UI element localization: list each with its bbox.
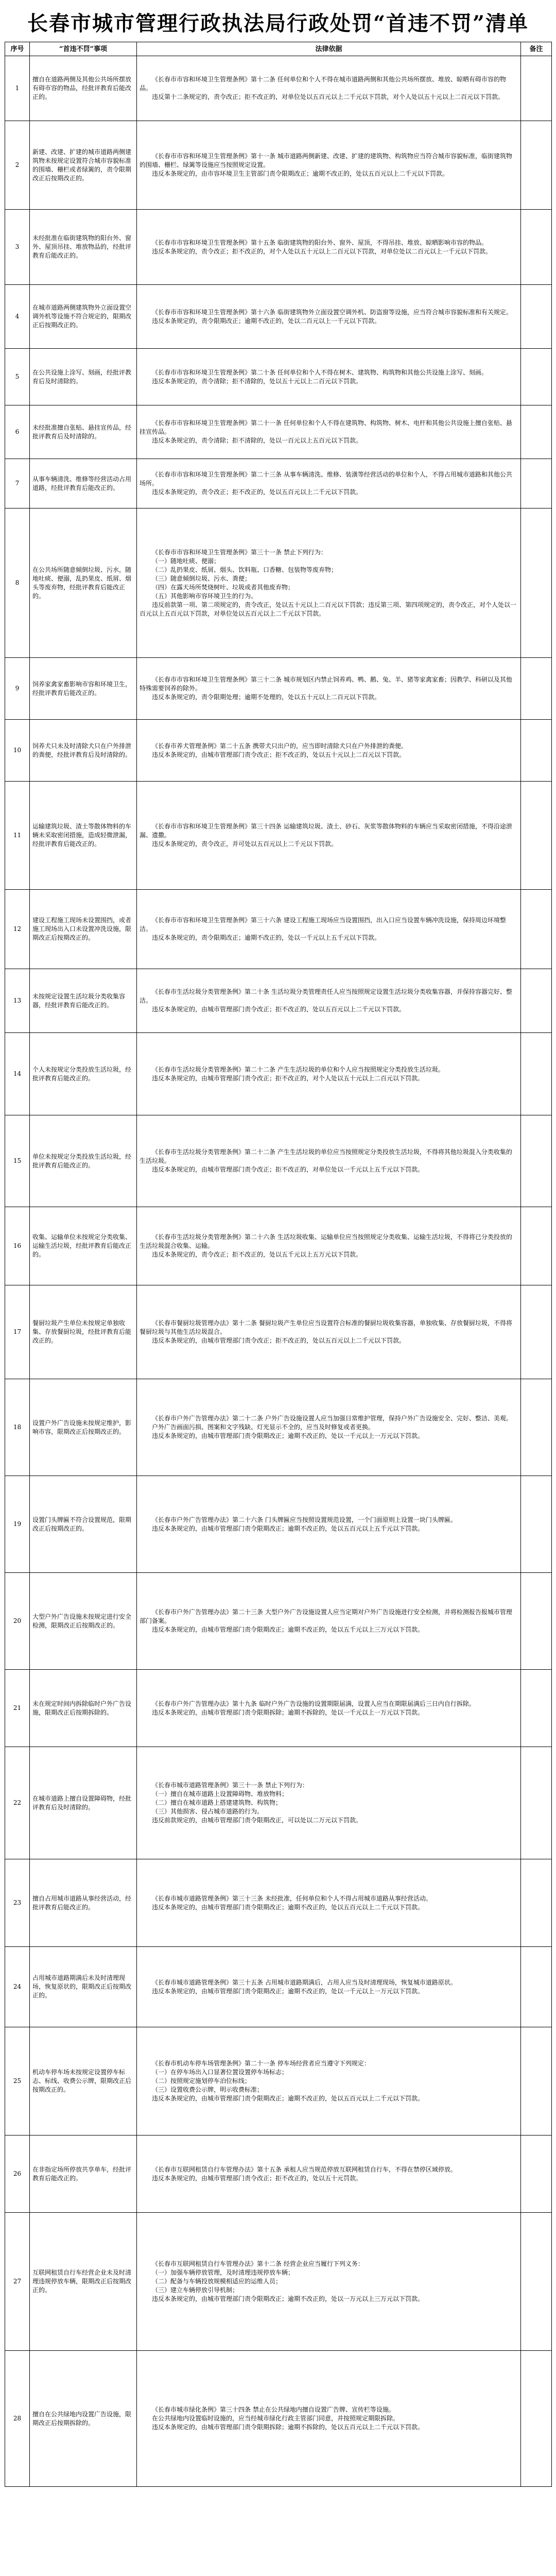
legal-basis-paragraph: 违反第十二条规定的，责令改正；拒不改正的，对单位处以五百元以上二千元以下罚款，对个人处以五十元以上二百元以下罚款。 <box>152 93 505 100</box>
legal-basis-paragraph: 《长春市市容和环境卫生管理条例》第十五条 临街建筑物的阳台外、窗外、屋顶，不得吊挂、堆放、晾晒影响市容的物品。 <box>152 239 488 246</box>
legal-basis-paragraph: 违反本条规定的，责令改正，并可处以五百元以上二千元以下罚款。 <box>152 840 338 848</box>
legal-basis-paragraph: 违反本条规定的，由城市管理部门责令限期改正；逾期不改正的，处以五百元以上二千元以下罚款。 <box>152 1903 424 1911</box>
legal-basis-paragraph: （一）加强车辆停放管理，及时清理违规停放车辆； <box>152 2269 294 2276</box>
legal-basis <box>137 2213 521 2351</box>
legal-basis-paragraph: （三）设置收费公示牌，明示收费标准； <box>152 2086 264 2093</box>
legal-basis <box>137 285 521 349</box>
legal-basis-paragraph: （二）乱扔果皮、纸屑、烟头、饮料瓶、口香糖、包装物等废弃物； <box>152 566 338 573</box>
violation-item: 收集、运输单位未按规定分类收集、运输生活垃圾，经批评教育后能改正的。 <box>30 1207 137 1285</box>
table-row <box>5 890 552 969</box>
legal-basis-paragraph: （一）擅自在城市道路上设置障碍物、堆放物料； <box>152 1790 288 1798</box>
table-row <box>5 1747 552 1859</box>
legal-basis-paragraph: （二）按照规定施划停车泊位标线； <box>152 2077 251 2084</box>
row-number: 5 <box>5 349 30 405</box>
note-cell <box>521 2351 552 2487</box>
header-no: 序号 <box>5 42 30 56</box>
legal-basis <box>137 509 521 658</box>
legal-basis-paragraph: 违反本条规定的，责令清除；拒不清除的，处以五十元以上二百元以下罚款。 <box>152 377 362 385</box>
violation-item: 新建、改建、扩建的城市道路两侧建筑物未按规定设置符合城市容貌标准的围墙、栅栏或者绿篱的，责令限期改正后按期改正的。 <box>30 121 137 210</box>
legal-basis-paragraph: 违反本条规定的，由城市管理部门责令改正；拒不改正的，对单位处以一千元以上五千元以下罚款。 <box>152 1166 424 1173</box>
row-number: 14 <box>5 1033 30 1115</box>
legal-basis-paragraph: 《长春市城市道路管理条例》第三十一条 禁止下列行为： <box>152 1782 308 1789</box>
legal-basis <box>137 1285 521 1379</box>
legal-basis-paragraph: 违反本条规定的，由市容环境卫生主管部门责令限期改正；逾期不改正的，处以五百元以上二千元以下罚款。 <box>152 170 449 177</box>
legal-basis-paragraph: （三）随意倾倒垃圾、污水、粪便； <box>152 574 251 582</box>
table-row <box>5 2136 552 2213</box>
legal-basis-paragraph: 违反本条规定的，责令改正；拒不改正的，处以五千元以上五万元以下罚款。 <box>152 1251 362 1258</box>
table-row <box>5 1207 552 1285</box>
legal-basis <box>137 459 521 509</box>
violation-item: 擅自在道路两侧及其他公共场所摆放有碍市容的物品，经批评教育后能改正的。 <box>30 56 137 121</box>
legal-basis-paragraph: 《长春市市容和环境卫生管理条例》第十六条 临街建筑物外立面设置空调外机、防盗窗等设施，应当符合城市容貌标准和有关规定。 <box>152 308 512 316</box>
legal-basis-paragraph: 《长春市市容和环境卫生管理条例》第三十四条 运输建筑垃圾、渣土、砂石、灰浆等散体物料的车辆应当采取密闭措施，不得沿途泄漏、遗撒。 <box>140 823 512 839</box>
legal-basis-paragraph: 违反本条规定的，由城市管理部门责令改正；拒不改正的，处以五十元罚款。 <box>152 2174 362 2182</box>
page-title: 长春市城市管理行政执法局行政处罚“首违不罚”清单 <box>27 11 529 36</box>
legal-basis <box>137 969 521 1033</box>
legal-basis <box>137 1379 521 1476</box>
violation-item: 个人未按规定分类投放生活垃圾，经批评教育后能改正的。 <box>30 1033 137 1115</box>
row-number: 4 <box>5 285 30 349</box>
row-number: 11 <box>5 782 30 890</box>
note-cell <box>521 2027 552 2136</box>
legal-basis-paragraph: （三）建立车辆停放引导机制； <box>152 2286 239 2294</box>
row-number: 22 <box>5 1747 30 1859</box>
legal-basis-paragraph: 《长春市互联网租赁自行车管理办法》第十二条 经营企业应当履行下列义务： <box>152 2260 364 2267</box>
violation-item: 机动车停车场未按规定设置停车标志、标线、收费公示牌，限期改正后按期改正的。 <box>30 2027 137 2136</box>
legal-basis <box>137 121 521 210</box>
legal-basis <box>137 56 521 121</box>
row-number: 1 <box>5 56 30 121</box>
note-cell <box>521 1947 552 2027</box>
violation-item: 餐厨垃圾产生单位未按规定单独收集、存放餐厨垃圾，经批评教育后能改正的。 <box>30 1285 137 1379</box>
violation-item: 在非指定场所停放共享单车，经批评教育后能改正的。 <box>30 2136 137 2213</box>
row-number: 18 <box>5 1379 30 1476</box>
legal-basis <box>137 1033 521 1115</box>
legal-basis-paragraph: 《长春市养犬管理条例》第二十五条 携带犬只出户的，应当即时清除犬只在户外排泄的粪便。 <box>152 742 407 750</box>
legal-basis-paragraph: 户外广告画面污损、图案和文字残缺、灯光显示不全的，应当及时修复或者更换。 <box>152 1423 375 1431</box>
violation-item: 设置门头牌匾不符合设置规范，限期改正后按期改正的。 <box>30 1476 137 1573</box>
note-cell <box>521 1379 552 1476</box>
legal-basis-paragraph: 违反本条规定的，责令改正；拒不改正的，对个人处以五十元以上二百元以下罚款，对单位处以二百元以上一千元以下罚款。 <box>152 247 492 255</box>
legal-basis-paragraph: （二）配备与车辆投放规模相适应的运维人员； <box>152 2278 282 2285</box>
legal-basis-paragraph: 违反本条规定的，责令限期改正；逾期不改正的，处以一千元以上五千元以下罚款。 <box>152 934 381 941</box>
table-row <box>5 2351 552 2487</box>
table-row <box>5 2027 552 2136</box>
table-body <box>5 56 552 2487</box>
legal-basis-paragraph: 《长春市市容和环境卫生管理条例》第三十一条 禁止下列行为： <box>152 548 327 556</box>
table-row <box>5 121 552 210</box>
row-number: 10 <box>5 720 30 782</box>
legal-basis <box>137 405 521 459</box>
legal-basis-paragraph: 违反本条规定的，由城市管理部门责令限期改正；逾期不改正的，处以一千元以上一万元以下罚款。 <box>152 1987 424 1995</box>
legal-basis-paragraph: 违反本条规定的，由城市管理部门责令限期改正；逾期不改正的，处以一千元以上一万元以下罚款。 <box>152 1432 424 1439</box>
note-cell <box>521 969 552 1033</box>
row-number: 26 <box>5 2136 30 2213</box>
violation-item: 未按规定设置生活垃圾分类收集容器，经批评教育后能改正的。 <box>30 969 137 1033</box>
note-cell <box>521 349 552 405</box>
table-row <box>5 969 552 1033</box>
legal-basis <box>137 1207 521 1285</box>
legal-basis-paragraph: 《长春市户外广告管理办法》第十九条 临时户外广告设施的设置期限届满，设置人应当在期限届满后三日内自行拆除。 <box>152 1700 475 1707</box>
violation-item: 未经批准在临街建筑物的阳台外、窗外、屋顶吊挂、堆放物品的，经批评教育后能改正的。 <box>30 210 137 285</box>
table-row <box>5 1033 552 1115</box>
legal-basis-paragraph: （一）随地吐痰、便溺； <box>152 557 220 565</box>
note-cell <box>521 658 552 720</box>
note-cell <box>521 459 552 509</box>
violation-item: 运输建筑垃圾、渣土等散体物料的车辆未采取密闭措施，造成轻微泄漏，经批评教育后能改正的。 <box>30 782 137 890</box>
note-cell <box>521 1859 552 1947</box>
legal-basis <box>137 720 521 782</box>
legal-basis-paragraph: 《长春市生活垃圾分类管理条例》第二十二条 产生生活垃圾的单位应当按照规定分类投放生活垃圾，不得将其他垃圾混入分类收集的生活垃圾。 <box>140 1148 512 1164</box>
violation-item: 饲养犬只未及时清除犬只在户外排泄的粪便，经批评教育后及时清除的。 <box>30 720 137 782</box>
legal-basis <box>137 210 521 285</box>
row-number: 2 <box>5 121 30 210</box>
legal-basis <box>137 2027 521 2136</box>
legal-basis-paragraph: 违反本条规定的，由城市管理部门责令限期拆除；逾期不拆除的，处以五百元以上二千元以下罚款。 <box>152 2424 424 2431</box>
table-row <box>5 1285 552 1379</box>
violation-item: 饲养家禽家畜影响市容和环境卫生，经批评教育后能改正的。 <box>30 658 137 720</box>
table-row <box>5 1670 552 1747</box>
row-number: 13 <box>5 969 30 1033</box>
row-number: 17 <box>5 1285 30 1379</box>
note-cell <box>521 210 552 285</box>
table-row <box>5 658 552 720</box>
note-cell <box>521 1747 552 1859</box>
table-row <box>5 1115 552 1207</box>
table-row <box>5 1947 552 2027</box>
row-number: 27 <box>5 2213 30 2351</box>
legal-basis-paragraph: 《长春市市容和环境卫生管理条例》第二十条 任何单位和个人不得在树木、建筑物、构筑物和其他公共设施上涂写、刻画。 <box>152 368 488 376</box>
violation-item: 单位未按规定分类投放生活垃圾，经批评教育后能改正的。 <box>30 1115 137 1207</box>
note-cell <box>521 1115 552 1207</box>
legal-basis <box>137 1476 521 1573</box>
legal-basis-paragraph: 违反本条规定的，责令改正；拒不改正的，处以五百元以上二千元以下罚款。 <box>152 488 362 496</box>
note-cell <box>521 1670 552 1747</box>
row-number: 3 <box>5 210 30 285</box>
violation-item: 从事车辆清洗、维修等经营活动占用道路，经批评教育后能改正的。 <box>30 459 137 509</box>
violation-item: 未在规定时间内拆除临时户外广告设施，限期改正后按期拆除的。 <box>30 1670 137 1747</box>
note-cell <box>521 2136 552 2213</box>
legal-basis-paragraph: 《长春市市容和环境卫生管理条例》第二十三条 从事车辆清洗、维修、装潢等经营活动的单位和个人，不得占用城市道路和其他公共场所。 <box>140 471 512 487</box>
header-basis: 法律依据 <box>137 42 521 56</box>
table-row <box>5 459 552 509</box>
row-number: 19 <box>5 1476 30 1573</box>
legal-basis <box>137 1670 521 1747</box>
legal-basis <box>137 1947 521 2027</box>
table-row <box>5 1379 552 1476</box>
legal-basis-paragraph: 《长春市户外广告管理办法》第二十二条 户外广告设施设置人应当加强日常维护管理，保持户外广告设施安全、完好、整洁、美观。 <box>152 1415 512 1422</box>
violation-item: 在公共设施上涂写、刻画，经批评教育后及时清除的。 <box>30 349 137 405</box>
row-number: 8 <box>5 509 30 658</box>
note-cell <box>521 890 552 969</box>
legal-basis-paragraph: 违反本条规定的，由城市管理部门责令限期改正；逾期不改正的，处以五百元以上二千元以下罚款。 <box>152 2095 424 2102</box>
legal-basis-paragraph: （二）擅自在城市道路上搭建建筑物、构筑物； <box>152 1799 282 1806</box>
legal-basis-paragraph: 《长春市市容和环境卫生管理条例》第三十二条 城市规划区内禁止饲养鸡、鸭、鹅、兔、羊、猪等家禽家畜；因教学、科研以及其他特殊需要饲养的除外。 <box>140 676 512 692</box>
violation-item: 建设工程施工现场未设置围挡，或者施工现场出入口未设置冲洗设施，限期改正后按期改正的。 <box>30 890 137 969</box>
legal-basis-paragraph: 违反本条规定的，由城市管理部门责令限期拆除；逾期不拆除的，处以一千元以上一万元以下罚款。 <box>152 1708 424 1716</box>
legal-basis-paragraph: 《长春市城市绿化条例》第三十四条 禁止在公共绿地内擅自设置广告牌、宣传栏等设施。 <box>152 2406 395 2413</box>
note-cell <box>521 782 552 890</box>
legal-basis-paragraph: （四）在露天场所焚烧树叶、垃圾或者其他废弃物； <box>152 583 294 591</box>
note-cell <box>521 1033 552 1115</box>
violation-item: 未经批准擅自张贴、悬挂宣传品，经批评教育后及时清除的。 <box>30 405 137 459</box>
legal-basis <box>137 1115 521 1207</box>
legal-basis <box>137 1573 521 1670</box>
legal-basis-paragraph: 《长春市生活垃圾分类管理条例》第二十条 生活垃圾分类管理责任人应当按照规定设置生活垃圾分类收集容器，并保持容器完好、整洁。 <box>140 988 512 1004</box>
document-page <box>5 0 551 2487</box>
legal-basis <box>137 658 521 720</box>
legal-basis-paragraph: 《长春市户外广告管理办法》第二十三条 大型户外广告设施设置人应当定期对户外广告设施进行安全检测，并将检测报告报城市管理部门备案。 <box>140 1608 512 1624</box>
table-row <box>5 509 552 658</box>
note-cell <box>521 1476 552 1573</box>
legal-basis-paragraph: 违反本条规定的，责令清除；拒不清除的，处以一百元以上五百元以下罚款。 <box>152 437 362 444</box>
legal-basis-paragraph: 《长春市城市道路管理条例》第三十五条 占用城市道路期满后，占用人应当及时清理现场，恢复城市道路原状。 <box>152 1978 457 1986</box>
note-cell <box>521 1207 552 1285</box>
legal-basis-paragraph: 《长春市生活垃圾分类管理条例》第二十六条 生活垃圾收集、运输单位应当按照规定分类收集、运输生活垃圾，不得将已分类投放的生活垃圾混合收集、运输。 <box>140 1233 512 1249</box>
legal-basis-paragraph: 违反本条规定的，由城市管理部门责令改正；拒不改正的，处以五十元以上二百元以下罚款。 <box>152 751 406 758</box>
note-cell <box>521 2213 552 2351</box>
table-row <box>5 1476 552 1573</box>
table-row <box>5 1573 552 1670</box>
penalty-list-table <box>5 42 552 2487</box>
table-row <box>5 2213 552 2351</box>
legal-basis-paragraph: 在公共绿地内设置临时设施的，应当经城市绿化行政主管部门同意，并按照规定期限拆除。 <box>152 2415 399 2422</box>
legal-basis-paragraph: 《长春市市容和环境卫生管理条例》第二十一条 任何单位和个人不得在建筑物、构筑物、树木、电杆和其他公共设施上擅自张贴、悬挂宣传品。 <box>140 419 512 435</box>
legal-basis-paragraph: 《长春市市容和环境卫生管理条例》第三十六条 建设工程施工现场应当设置围挡，出入口应当设置车辆冲洗设施，保持周边环境整洁。 <box>140 917 506 933</box>
table-row <box>5 210 552 285</box>
violation-item: 擅自占用城市道路从事经营活动，经批评教育后能改正的。 <box>30 1859 137 1947</box>
legal-basis <box>137 1747 521 1859</box>
row-number: 9 <box>5 658 30 720</box>
note-cell <box>521 1573 552 1670</box>
row-number: 24 <box>5 1947 30 2027</box>
table-row <box>5 782 552 890</box>
note-cell <box>521 720 552 782</box>
note-cell <box>521 285 552 349</box>
row-number: 12 <box>5 890 30 969</box>
row-number: 7 <box>5 459 30 509</box>
note-cell <box>521 1285 552 1379</box>
legal-basis-paragraph: 《长春市生活垃圾分类管理条例》第二十二条 产生生活垃圾的单位和个人应当按照规定分类投放生活垃圾。 <box>152 1065 444 1073</box>
row-number: 21 <box>5 1670 30 1747</box>
legal-basis-paragraph: 《长春市户外广告管理办法》第二十六条 门头牌匾应当按照设置规范设置，一个门面原则上设置一块门头牌匾。 <box>152 1516 457 1523</box>
legal-basis-paragraph: 违反本条规定的，由城市管理部门责令限期改正；逾期不改正的，处以一万元以上三万元以下罚款。 <box>152 2295 424 2302</box>
note-cell <box>521 509 552 658</box>
row-number: 25 <box>5 2027 30 2136</box>
legal-basis-paragraph: 违反前款规定的，由城市管理部门责令限期改正，可以处以二万元以下罚款。 <box>152 1817 362 1824</box>
note-cell <box>521 56 552 121</box>
legal-basis-paragraph: 违反本条规定的，由城市管理部门责令改正；拒不改正的，处以五百元以上二千元以下罚款。 <box>152 1006 406 1013</box>
table-row <box>5 56 552 121</box>
legal-basis-paragraph: （五）其他影响市容环境卫生的行为。 <box>152 592 257 600</box>
legal-basis-paragraph: 违反本条规定的，责令限期改正；逾期不改正的，处以二百元以上一千元以下罚款。 <box>152 317 381 325</box>
table-row <box>5 285 552 349</box>
legal-basis-paragraph: 违反前款第一项、第二项规定的，责令改正，处以五十元以上二百元以下罚款；违反第三项、第四项规定的，责令改正，对个人处以一百元以上五百元以下罚款，对单位处以五百元以上二千元以下罚款。 <box>140 601 517 617</box>
note-cell <box>521 405 552 459</box>
legal-basis <box>137 890 521 969</box>
legal-basis-paragraph: 违反本条规定的，由城市管理部门责令限期改正；逾期不改正的，处以五百元以上五千元以下罚款。 <box>152 1524 424 1532</box>
header-act: “首违不罚”事项 <box>30 42 137 56</box>
violation-item: 在城市道路上擅自设置障碍物，经批评教育后及时清除的。 <box>30 1747 137 1859</box>
row-number: 15 <box>5 1115 30 1207</box>
table-header-row <box>5 42 552 56</box>
legal-basis <box>137 782 521 890</box>
legal-basis-paragraph: （三）其他损害、侵占城市道路的行为。 <box>152 1808 264 1815</box>
legal-basis-paragraph: 违反本条规定的，由城市管理部门责令限期改正；逾期不改正的，处以五千元以上三万元以下罚款。 <box>152 1626 424 1633</box>
table-row <box>5 349 552 405</box>
legal-basis-paragraph: 《长春市互联网租赁自行车管理办法》第十五条 承租人应当规范停放互联网租赁自行车，不得在禁停区域停放。 <box>152 2165 457 2173</box>
table-row <box>5 720 552 782</box>
legal-basis-paragraph: 违反本条规定的，由城市管理部门责令改正；拒不改正的，对个人处以五十元以上二百元以下罚款。 <box>152 1074 424 1082</box>
table-row <box>5 405 552 459</box>
violation-item: 擅自在公共绿地内设置广告设施，限期改正后按期拆除的。 <box>30 2351 137 2487</box>
legal-basis-paragraph: 《长春市市容和环境卫生管理条例》第十二条 任何单位和个人不得在城市道路两侧和其他公共场所摆放、堆放、晾晒有碍市容的物品。 <box>140 76 506 92</box>
legal-basis-paragraph: 违反本条规定的，责令限期处理；逾期不处理的，处以五十元以上二百元以下罚款。 <box>152 693 381 701</box>
row-number: 20 <box>5 1573 30 1670</box>
legal-basis-paragraph: 《长春市城市道路管理条例》第三十三条 未经批准，任何单位和个人不得占用城市道路从事经营活动。 <box>152 1894 432 1902</box>
legal-basis <box>137 1859 521 1947</box>
legal-basis <box>137 2136 521 2213</box>
legal-basis-paragraph: 违反本条规定的，由城市管理部门责令改正；拒不改正的，处以五百元以上二千元以下罚款。 <box>152 1337 406 1344</box>
row-number: 16 <box>5 1207 30 1285</box>
violation-item: 占用城市道路期满后未及时清理现场，恢复原状的，限期改正后按期改正的。 <box>30 1947 137 2027</box>
violation-item: 互联网租赁自行车经营企业未及时清理违规停放车辆，限期改正后按期改正的。 <box>30 2213 137 2351</box>
legal-basis <box>137 349 521 405</box>
table-row <box>5 1859 552 1947</box>
header-note: 备注 <box>521 42 552 56</box>
note-cell <box>521 121 552 210</box>
legal-basis-paragraph: 《长春市餐厨垃圾管理办法》第十二条 餐厨垃圾产生单位应当设置符合标准的餐厨垃圾收集容器，单独收集、存放餐厨垃圾，不得将餐厨垃圾与其他生活垃圾混合。 <box>140 1319 512 1335</box>
legal-basis-paragraph: 《长春市市容和环境卫生管理条例》第十一条 城市道路两侧新建、改建、扩建的建筑物、构筑物应当符合城市容貌标准，临街建筑物的围墙、栅栏、绿篱等设施应当按照规定设置。 <box>140 152 512 168</box>
violation-item: 在公共场所随意倾倒垃圾、污水，随地吐痰、便溺，乱扔果皮、纸屑、烟头等废弃物，经批评教育后能改正的。 <box>30 509 137 658</box>
row-number: 28 <box>5 2351 30 2487</box>
legal-basis-paragraph: （一）在停车场出入口显著位置设置停车场标志； <box>152 2069 288 2076</box>
violation-item: 设置户外广告设施未按规定维护，影响市容，限期改正后按期改正的。 <box>30 1379 137 1476</box>
violation-item: 在城市道路两侧建筑物外立面设置空调外机等设施不符合规定的，限期改正后按期改正的。 <box>30 285 137 349</box>
row-number: 6 <box>5 405 30 459</box>
legal-basis <box>137 2351 521 2487</box>
violation-item: 大型户外广告设施未按规定进行安全检测，限期改正后按期改正的。 <box>30 1573 137 1670</box>
legal-basis-paragraph: 《长春市机动车停车场管理条例》第二十一条 停车场经营者应当遵守下列规定： <box>152 2060 370 2067</box>
row-number: 23 <box>5 1859 30 1947</box>
